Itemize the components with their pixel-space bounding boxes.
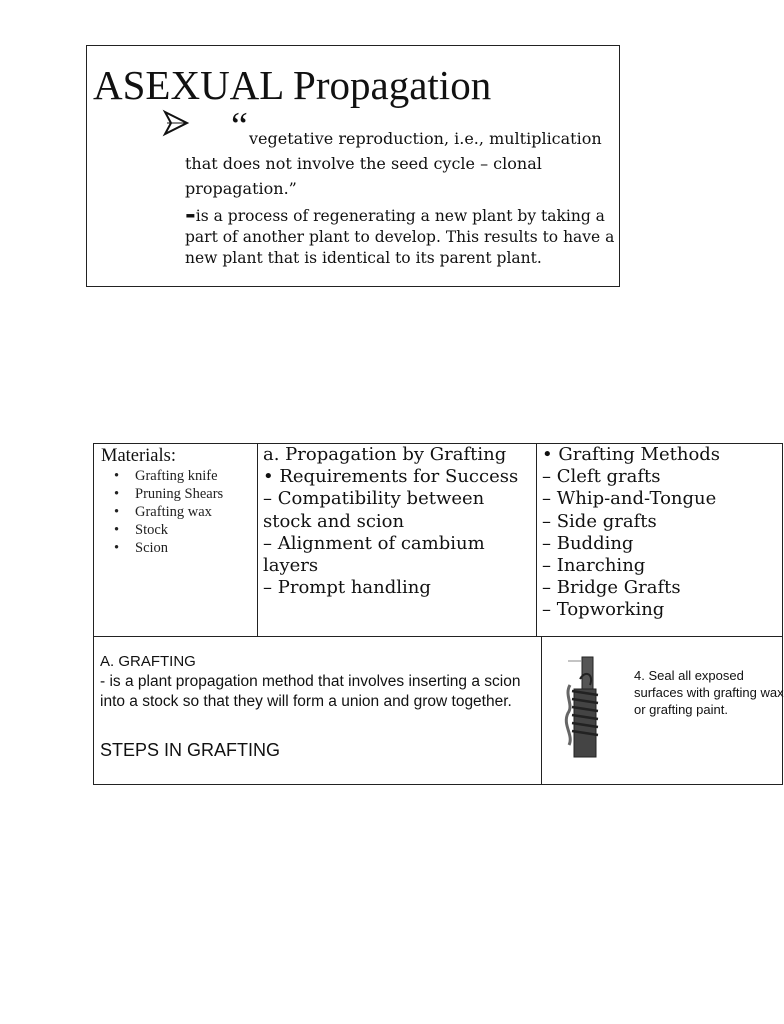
grafting-requirements [263, 444, 535, 599]
description-text: is a process of regenerating a new plant by taking a part of another plant to develop. This results to have a new plant that is identical to its parent plant. [185, 207, 615, 267]
list-item: – Compatibility between stock and scion [263, 488, 485, 532]
materials-list [102, 467, 223, 557]
grafting-heading: A. GRAFTING [100, 653, 196, 670]
list-item: a. Propagation by Grafting [263, 444, 507, 465]
column-divider [257, 444, 258, 636]
grafting-description: - is a plant propagation method that involves inserting a scion into a stock so that they will form a union and grow together. [100, 673, 521, 710]
list-item: – Alignment of cambium layers [263, 532, 485, 577]
list-item: – Topworking [542, 599, 665, 621]
list-item: – Inarching [542, 555, 646, 577]
step4-container [634, 637, 784, 786]
step4-text: 4. Seal all exposed surfaces with grafting wax or grafting paint. [634, 668, 784, 717]
list-item: • Requirements for Success [263, 466, 519, 488]
list-item: – Budding [542, 532, 634, 554]
list-item: • Stock [102, 521, 223, 539]
list-item: – Side grafts [542, 510, 657, 532]
asexual-propagation-box [86, 45, 620, 287]
column-divider [536, 444, 537, 636]
page-title: ASEXUAL Propagation [93, 62, 492, 108]
list-item: • Scion [102, 539, 223, 557]
description-paragraph [185, 200, 615, 269]
definition-text: vegetative reproduction, i.e., multiplication that does not involve the seed cycle – clonal propagation.” [185, 129, 602, 198]
list-item: • Grafting knife [102, 467, 223, 485]
list-item: • Grafting wax [102, 503, 223, 521]
list-item: – Whip-and-Tongue [542, 488, 717, 510]
list-item: • Grafting Methods [542, 444, 721, 465]
list-item: – Prompt handling [263, 577, 431, 599]
dash-mark: - [185, 200, 196, 230]
materials-title: Materials: [101, 446, 177, 466]
grafting-methods [542, 444, 782, 622]
list-item: • Pruning Shears [102, 485, 223, 503]
open-quote: “ [231, 105, 248, 147]
list-item: – Bridge Grafts [542, 577, 681, 599]
steps-title: STEPS IN GRAFTING [100, 740, 281, 760]
list-item: – Cleft grafts [542, 466, 661, 488]
grafted-stem-illustration-icon [560, 655, 610, 759]
column-divider [541, 637, 542, 784]
table-row [93, 443, 783, 637]
table-row [93, 636, 783, 785]
